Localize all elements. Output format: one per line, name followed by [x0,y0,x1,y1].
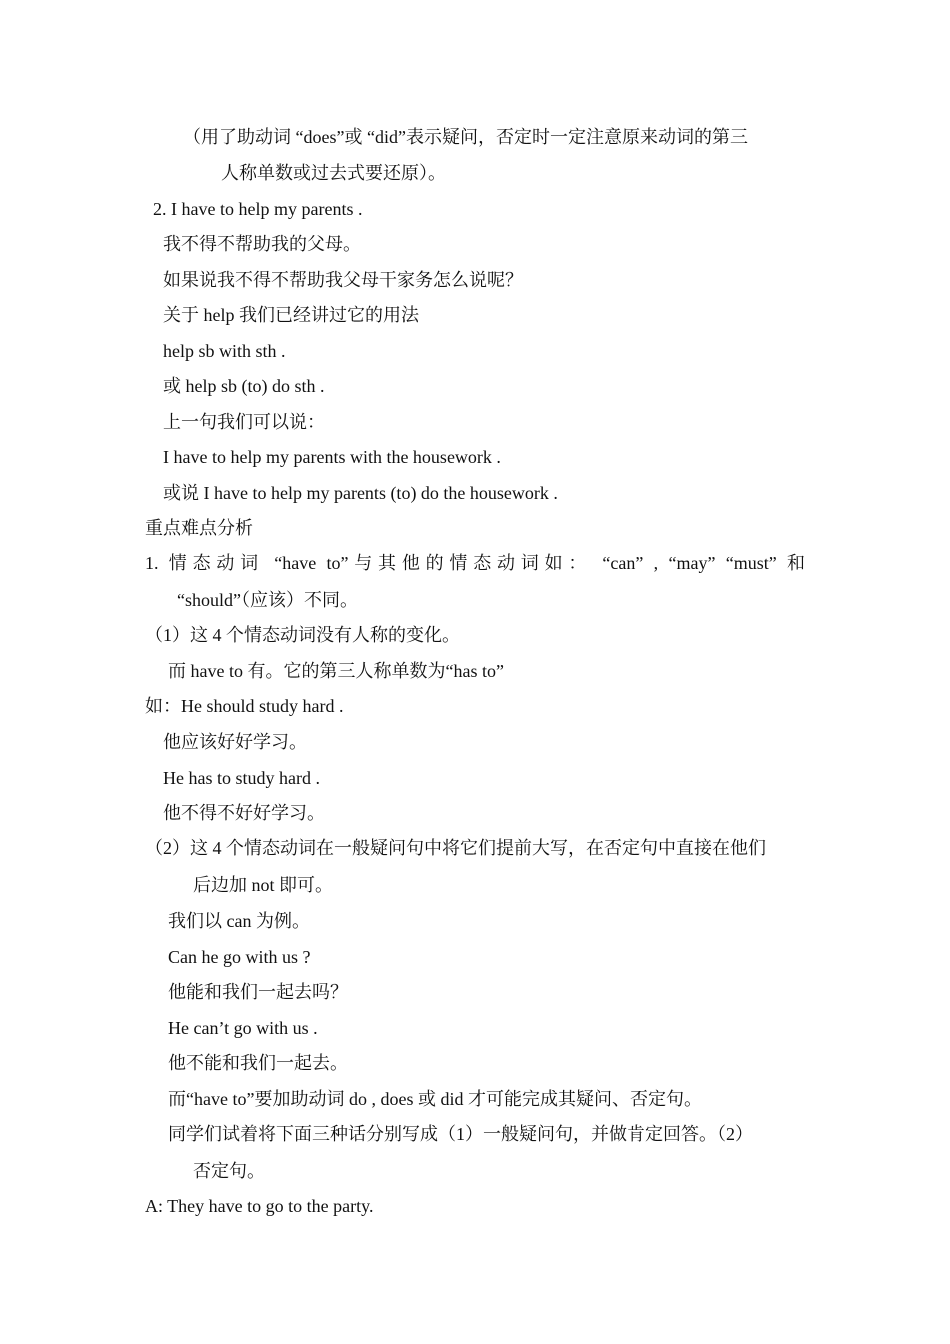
question-line: 如果说我不得不帮助我父母干家务怎么说呢？ [163,270,523,290]
exercise-instruction-line-1: 同学们试着将下面三种话分别写成（1）一般疑问句，并做肯定回答。（2） [168,1124,753,1144]
translation-line: 他不得不好好学习。 [163,803,325,823]
note-line-1: （用了助动词 “does”或 “did”表示疑问，否定时一定注意原来动词的第三 [183,127,748,147]
exercise-instruction-line-2: 否定句。 [193,1161,265,1181]
text-line: 我们以 can 为例。 [168,911,310,931]
text-line: 而 have to 有。它的第三人称单数为“has to” [168,661,504,681]
text-line: 上一句我们可以说： [163,412,325,432]
translation-line: 我不得不帮助我的父母。 [163,234,361,254]
example-sentence: 如：He should study hard . [145,696,344,716]
point-1-line-2: “should”（应该）不同。 [177,590,358,610]
sub-point-2-line-2: 后边加 not 即可。 [193,875,334,895]
usage-pattern-2: 或 help sb (to) do sth . [163,376,325,396]
example-sentence-2: 2. I have to help my parents . [153,199,363,219]
section-heading: 重点难点分析 [145,518,253,538]
example-sentence: He can’t go with us . [168,1018,318,1038]
translation-line: 他应该好好学习。 [163,732,307,752]
text-line: 关于 help 我们已经讲过它的用法 [163,305,419,325]
example-sentence: Can he go with us ? [168,947,311,967]
exercise-item-a: A: They have to go to the party. [145,1196,374,1216]
text-line: 而“have to”要加助动词 do , does 或 did 才可能完成其疑问、否定句。 [168,1089,702,1109]
translation-line: 他不能和我们一起去。 [168,1053,348,1073]
translation-line: 他能和我们一起去吗？ [168,982,348,1002]
example-sentence: 或说 I have to help my parents (to) do the housework . [163,483,558,503]
example-sentence: I have to help my parents with the housework . [163,447,501,467]
example-sentence: He has to study hard . [163,768,320,788]
sub-point-1: （1）这 4 个情态动词没有人称的变化。 [145,625,460,645]
usage-pattern-1: help sb with sth . [163,341,286,361]
note-line-2: 人称单数或过去式要还原）。 [221,163,446,183]
sub-point-2-line-1: （2）这 4 个情态动词在一般疑问句中将它们提前大写，在否定句中直接在他们 [145,838,766,858]
point-1-line-1: 1. 情态动词 “have to”与其他的情态动词如： “can” , “may” “must” 和 [145,553,805,573]
